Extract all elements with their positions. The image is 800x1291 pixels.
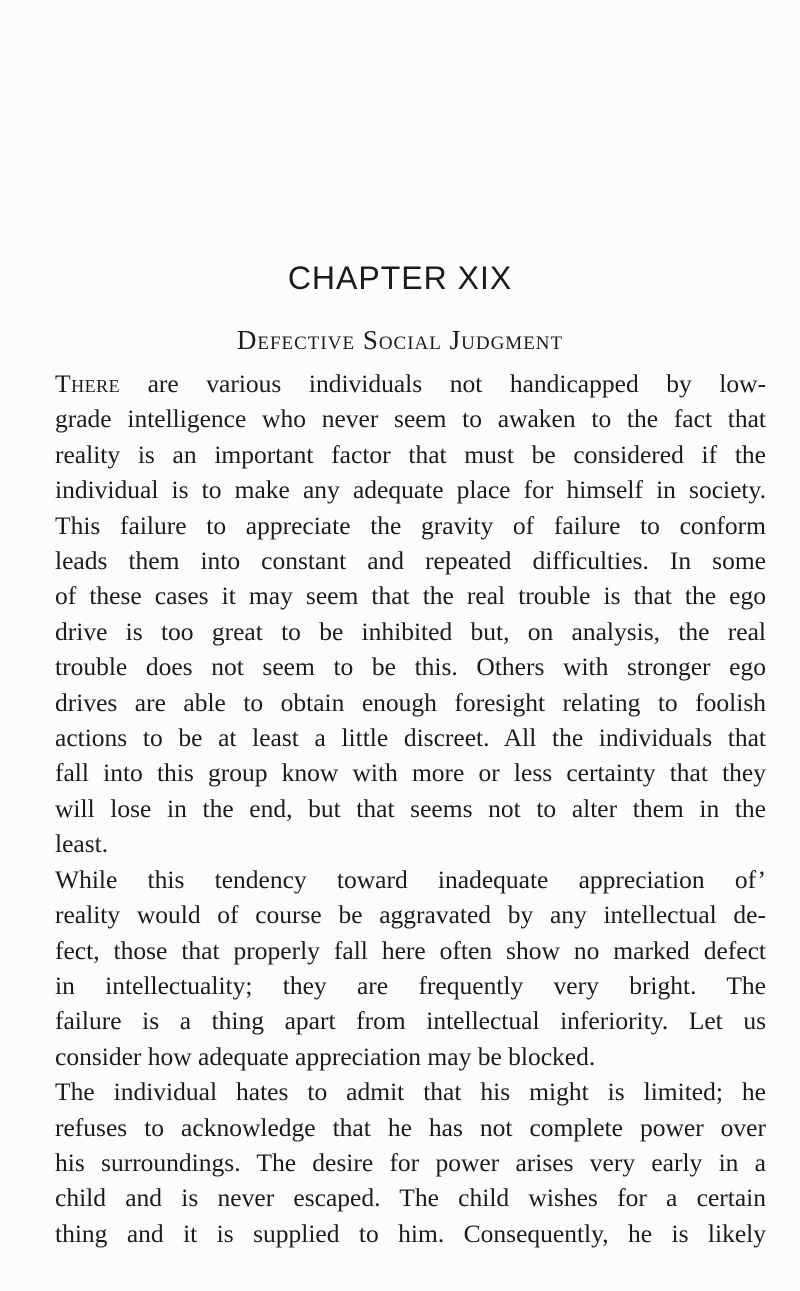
- paragraph-2: [55, 862, 766, 1074]
- lead-line-rest: are various individuals not handicapped by low-: [120, 369, 766, 398]
- text-line: failure is a thing apart from intellectual inferiority. Let us: [55, 1006, 766, 1036]
- text-line: consider how adequate appreciation may be blocked.: [55, 1041, 596, 1071]
- text-line: his surroundings. The desire for power arises very early in a: [55, 1147, 766, 1177]
- text-line: fall into this group know with more or less certainty that they: [55, 758, 766, 788]
- chapter-title: Defective Social Judgment: [236, 325, 564, 355]
- text-line: reality is an important factor that must be considered if the: [55, 439, 766, 469]
- text-line: reality would of course be aggravated by any intellectual de-: [55, 900, 766, 930]
- text-line: grade intelligence who never seem to awaken to the fact that: [55, 404, 766, 434]
- text-line: This failure to appreciate the gravity of failure to conform: [55, 510, 766, 540]
- text-line: [55, 366, 766, 401]
- text-line: will lose in the end, but that seems not to alter them in the: [55, 793, 766, 823]
- paragraph-3: [55, 1074, 766, 1251]
- text-line: leads them into constant and repeated difficulties. In some: [55, 546, 766, 576]
- text-line: fect, those that properly fall here often show no marked defect: [55, 935, 766, 965]
- text-line: drive is too great to be inhibited but, on analysis, the real: [55, 616, 766, 646]
- text-line: drives are able to obtain enough foresight relating to foolish: [55, 687, 766, 717]
- paragraph-1: [55, 366, 766, 862]
- text-line: least.: [55, 829, 109, 859]
- text-line: in intellectuality; they are frequently very bright. The: [55, 970, 766, 1000]
- text-line: thing and it is supplied to him. Consequently, he is likely: [55, 1218, 766, 1248]
- text-line: The individual hates to admit that his might is limited; he: [55, 1077, 766, 1107]
- text-line: refuses to acknowledge that he has not complete power over: [55, 1112, 766, 1142]
- chapter-heading: CHAPTER XIX: [287, 260, 513, 296]
- text-line: of these cases it may seem that the real trouble is that the ego: [55, 581, 766, 611]
- text-line: individual is to make any adequate place for himself in society.: [55, 475, 766, 505]
- text-line: actions to be at least a little discreet. All the individuals that: [55, 723, 766, 753]
- body-text: [55, 366, 766, 1251]
- lead-word: There: [55, 369, 121, 398]
- text-line: trouble does not seem to be this. Others with stronger ego: [55, 652, 766, 682]
- text-line: While this tendency toward inadequate appreciation of’: [55, 864, 766, 894]
- text-line: child and is never escaped. The child wishes for a certain: [55, 1183, 766, 1213]
